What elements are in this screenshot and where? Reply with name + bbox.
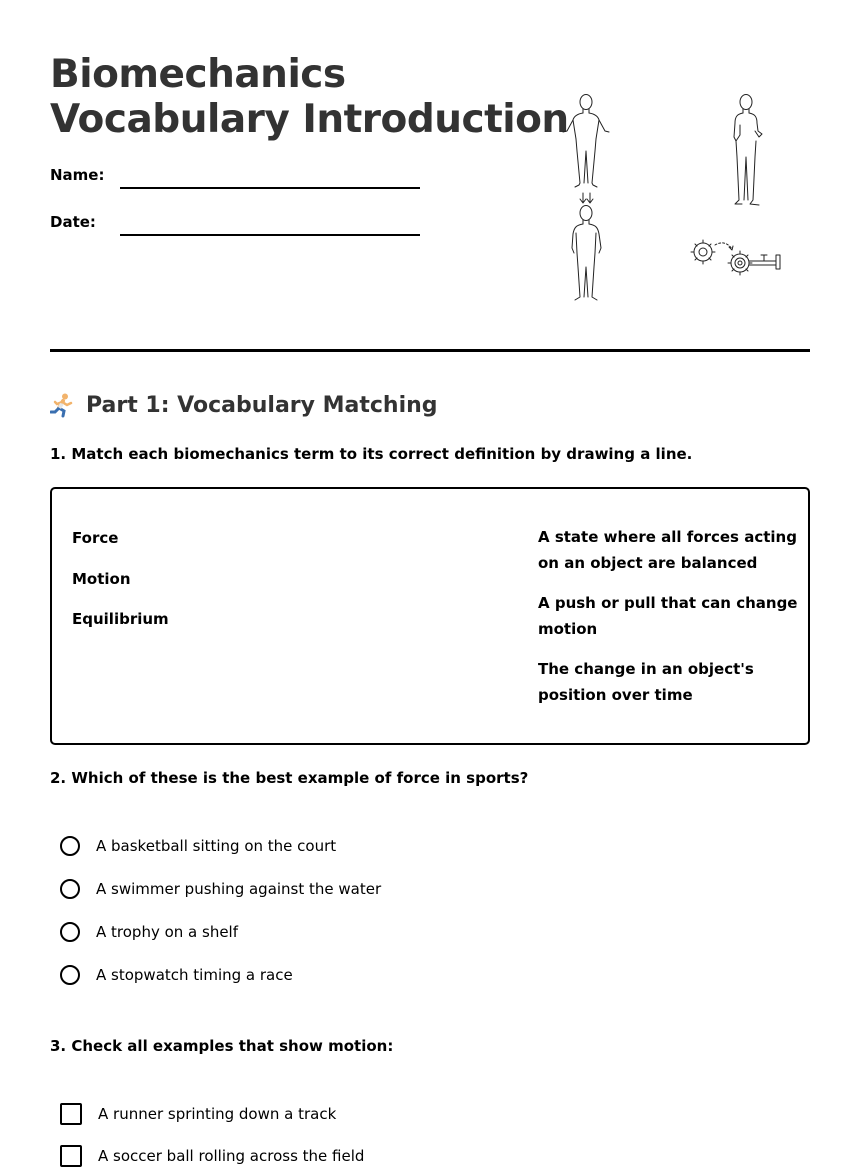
radio-button[interactable] — [60, 879, 80, 899]
matching-box — [50, 487, 810, 745]
part1-title: Part 1: Vocabulary Matching — [86, 392, 438, 418]
definition-force[interactable]: A push or pull that can change motion — [538, 594, 798, 638]
human-figure-front-icon — [563, 95, 609, 188]
name-field[interactable] — [120, 187, 420, 189]
section-divider — [50, 349, 810, 352]
human-figure-back-icon — [572, 193, 601, 300]
option-label: A swimmer pushing against the water — [96, 880, 382, 898]
date-label: Date: — [50, 213, 96, 231]
option-label: A trophy on a shelf — [96, 923, 239, 941]
term-equilibrium[interactable]: Equilibrium — [72, 610, 169, 628]
term-force[interactable]: Force — [72, 529, 119, 547]
q2-option[interactable] — [60, 834, 336, 858]
q3-prompt: 3. Check all examples that show motion: — [50, 1037, 394, 1055]
q1-prompt: 1. Match each biomechanics term to its correct definition by drawing a line. — [50, 445, 693, 463]
radio-button[interactable] — [60, 922, 80, 942]
name-label: Name: — [50, 166, 105, 184]
biomechanics-illustrations — [550, 85, 810, 310]
checkbox[interactable] — [60, 1103, 82, 1125]
date-field[interactable] — [120, 234, 420, 236]
title-line-2: Vocabulary Introduction — [50, 97, 569, 142]
option-label: A runner sprinting down a track — [98, 1105, 337, 1123]
human-figure-side-icon — [734, 95, 762, 206]
runner-icon — [50, 392, 76, 418]
q3-option[interactable] — [60, 1102, 336, 1126]
radio-button[interactable] — [60, 965, 80, 985]
title-line-1: Biomechanics — [50, 52, 346, 97]
q3-option[interactable] — [60, 1144, 364, 1168]
option-label: A soccer ball rolling across the field — [98, 1147, 365, 1165]
term-motion[interactable]: Motion — [72, 570, 131, 588]
q2-option[interactable] — [60, 920, 238, 944]
q2-option[interactable] — [60, 877, 381, 901]
gears-lever-icon — [691, 240, 780, 275]
radio-button[interactable] — [60, 836, 80, 856]
definition-motion[interactable]: The change in an object's position over time — [538, 660, 754, 704]
part1-heading — [50, 390, 438, 420]
q2-option[interactable] — [60, 963, 293, 987]
page-title — [50, 52, 569, 142]
checkbox[interactable] — [60, 1145, 82, 1167]
definition-equilibrium[interactable]: A state where all forces acting on an object are balanced — [538, 528, 797, 572]
option-label: A stopwatch timing a race — [96, 966, 293, 984]
option-label: A basketball sitting on the court — [96, 837, 337, 855]
q2-prompt: 2. Which of these is the best example of force in sports? — [50, 769, 529, 787]
